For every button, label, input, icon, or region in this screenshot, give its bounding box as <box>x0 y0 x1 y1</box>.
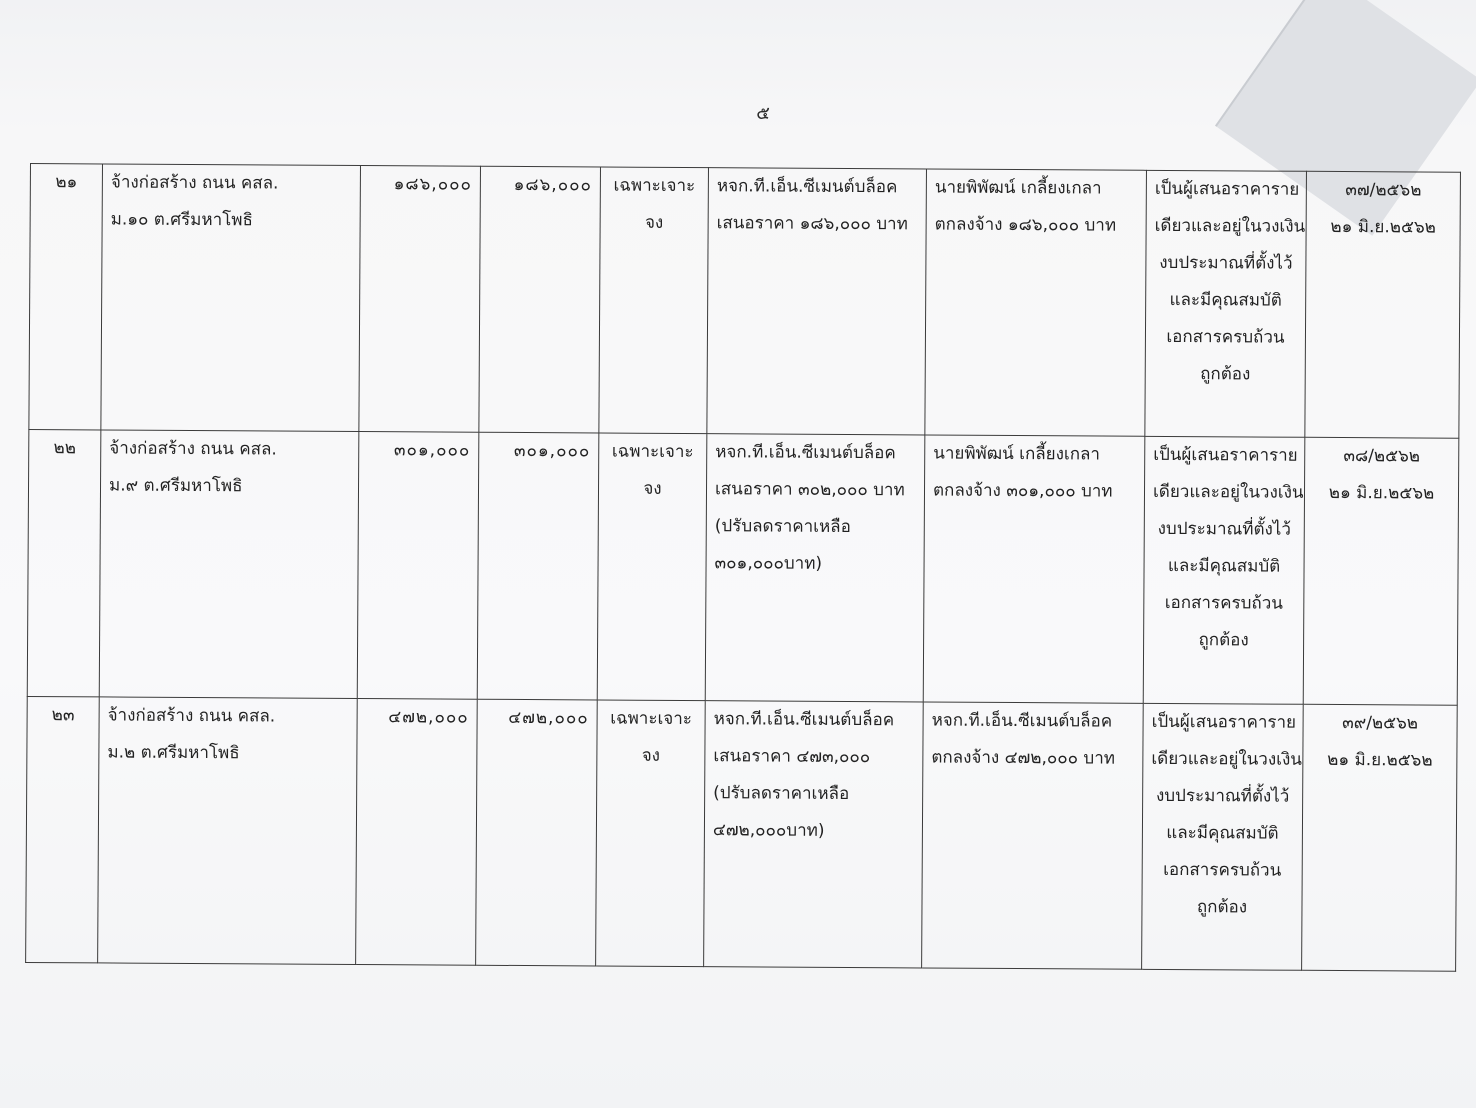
reason-cell: เป็นผู้เสนอราคาราย เดียวและอยู่ในวงเงิน งบประมาณที่ตั้งไว้ และมีคุณสมบัติ เอกสารครบถ้วน ถูกต้อง <box>1143 437 1305 704</box>
winner-cell: นายพิพัฒน์ เกลี้ยงเกลา ตกลงจ้าง ๑๘๖,๐๐๐ บาท <box>925 169 1147 437</box>
project-cell: จ้างก่อสร้าง ถนน คสล. ม.๙ ต.ศรีมหาโพธิ <box>99 430 359 698</box>
budget-cell: ๑๘๖,๐๐๐ <box>359 166 481 433</box>
row-number: ๒๒ <box>27 430 101 697</box>
contract-cell: ๓๘/๒๕๖๒ ๒๑ มิ.ย.๒๕๖๒ <box>1303 438 1459 705</box>
bidders-cell: หจก.ที.เอ็น.ซีเมนต์บล็อค เสนอราคา ๔๗๓,๐๐๐ (ปรับลดราคาเหลือ ๔๗๒,๐๐๐บาท) <box>704 700 924 968</box>
table-row <box>29 164 1461 439</box>
page-number: ๕ <box>756 103 770 124</box>
budget-cell: ๔๗๒,๐๐๐ <box>356 698 478 965</box>
procurement-table <box>25 163 1461 972</box>
median-price-cell: ๓๐๑,๐๐๐ <box>477 433 599 700</box>
method-cell: เฉพาะเจาะ จง <box>599 167 709 434</box>
table-body <box>26 164 1461 972</box>
row-number: ๒๓ <box>26 696 100 963</box>
median-price-cell: ๑๘๖,๐๐๐ <box>479 166 601 433</box>
median-price-cell: ๔๗๒,๐๐๐ <box>476 699 598 966</box>
method-cell: เฉพาะเจาะ จง <box>597 433 707 700</box>
method-cell: เฉพาะเจาะ จง <box>596 700 706 967</box>
row-number: ๒๑ <box>29 164 103 431</box>
project-cell: จ้างก่อสร้าง ถนน คสล. ม.๑๐ ต.ศรีมหาโพธิ <box>101 164 361 432</box>
winner-cell: หจก.ที.เอ็น.ซีเมนต์บล็อค ตกลงจ้าง ๔๗๒,๐๐๐ บาท <box>922 702 1144 970</box>
bidders-cell: หจก.ที.เอ็น.ซีเมนต์บล็อค เสนอราคา ๓๐๒,๐๐๐ บาท (ปรับลดราคาเหลือ ๓๐๑,๐๐๐บาท) <box>705 434 925 702</box>
reason-cell: เป็นผู้เสนอราคาราย เดียวและอยู่ในวงเงิน งบประมาณที่ตั้งไว้ และมีคุณสมบัติ เอกสารครบถ้วน ถูกต้อง <box>1145 170 1307 437</box>
budget-cell: ๓๐๑,๐๐๐ <box>357 432 479 699</box>
reason-cell: เป็นผู้เสนอราคาราย เดียวและอยู่ในวงเงิน งบประมาณที่ตั้งไว้ และมีคุณสมบัติ เอกสารครบถ้วน ถูกต้อง <box>1142 703 1304 970</box>
winner-cell: นายพิพัฒน์ เกลี้ยงเกลา ตกลงจ้าง ๓๐๑,๐๐๐ บาท <box>923 435 1145 703</box>
bidders-cell: หจก.ที.เอ็น.ซีเมนต์บล็อค เสนอราคา ๑๘๖,๐๐๐ บาท <box>707 168 927 436</box>
contract-cell: ๓๙/๒๕๖๒ ๒๑ มิ.ย.๒๕๖๒ <box>1302 704 1458 971</box>
table-row <box>27 430 1459 705</box>
project-cell: จ้างก่อสร้าง ถนน คสล. ม.๒ ต.ศรีมหาโพธิ <box>98 697 358 965</box>
table-row <box>26 696 1458 971</box>
contract-cell: ๓๗/๒๕๖๒ ๒๑ มิ.ย.๒๕๖๒ <box>1305 171 1461 438</box>
